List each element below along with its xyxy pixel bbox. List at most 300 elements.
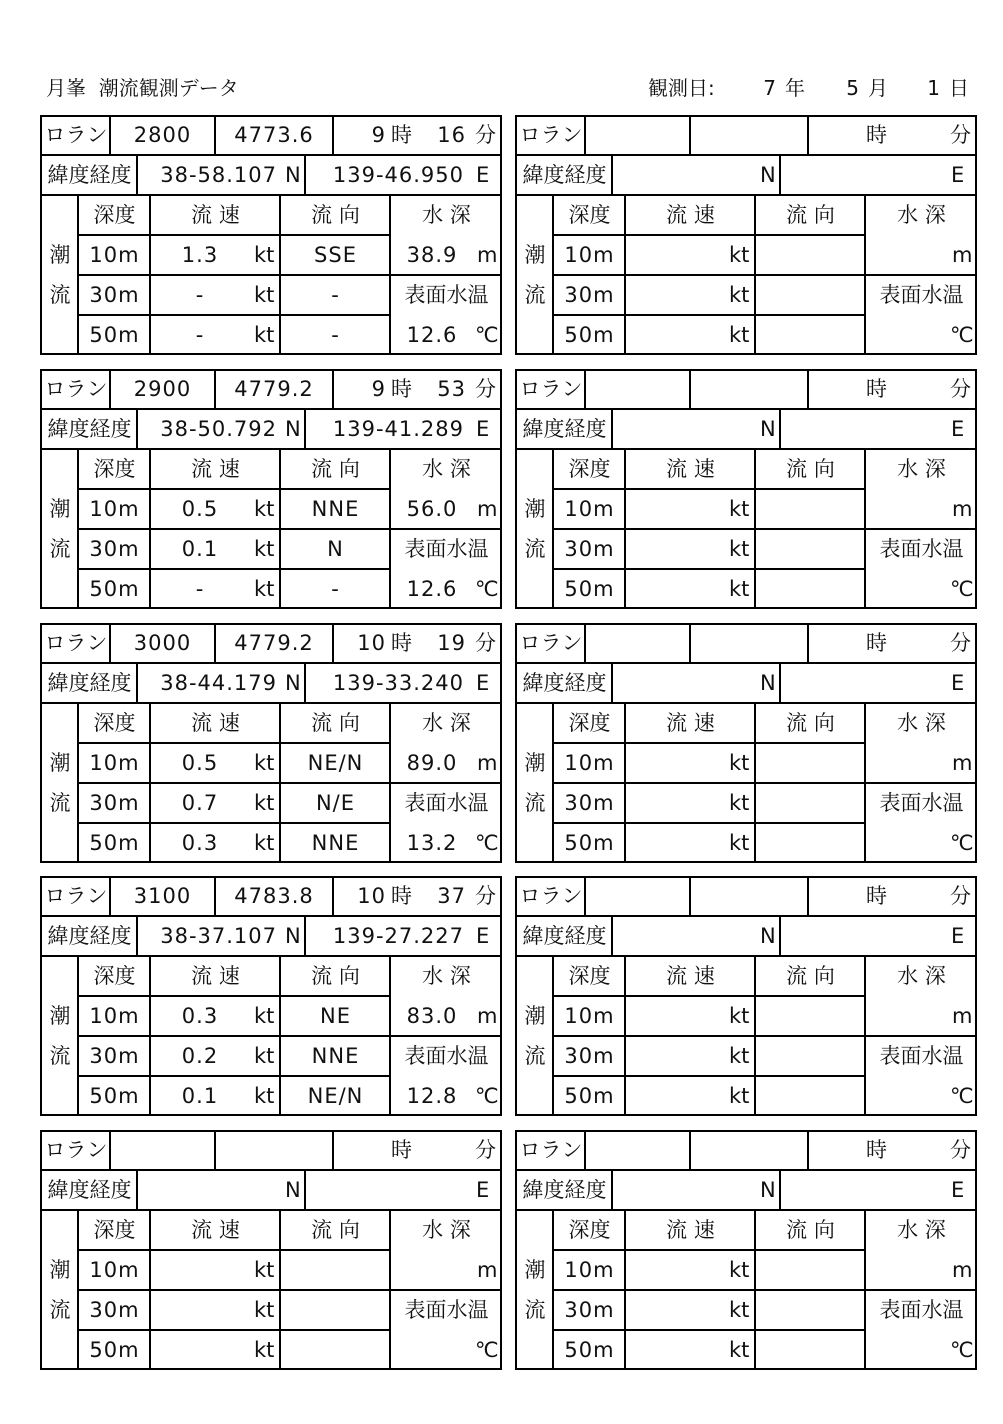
longitude-direction: E	[476, 924, 490, 949]
depth-cell: 50m	[89, 830, 140, 855]
depth-cell: 10m	[564, 750, 615, 775]
loran-reading: 4773.6	[234, 123, 314, 147]
loran-reading	[690, 623, 808, 663]
depth-cell: 10m	[89, 243, 140, 267]
observation-block	[40, 1130, 502, 1370]
depth-cell: 50m	[564, 576, 615, 601]
hour-unit: 時	[391, 884, 412, 909]
observation-block	[515, 876, 977, 1116]
loran-reading	[690, 369, 808, 409]
depth-cell: 30m	[89, 283, 140, 307]
tide-label-char: 流	[524, 1044, 546, 1069]
surface-temp-unit: ℃	[475, 830, 499, 855]
water-depth-value	[866, 235, 948, 275]
surface-temp-value: 12.8	[406, 1084, 458, 1109]
surface-temp-value	[866, 823, 948, 863]
direction-value	[281, 1250, 390, 1290]
hour-value: 10	[357, 630, 386, 655]
loran-reading: 4783.8	[234, 884, 314, 909]
speed-value	[630, 489, 720, 529]
direction-value	[281, 1290, 390, 1330]
depth-cell: 30m	[89, 1298, 140, 1322]
day-value: 1	[927, 76, 940, 100]
observation-block	[515, 1130, 977, 1370]
loran-station-number	[585, 876, 690, 916]
depth-header: 深度	[568, 964, 611, 989]
longitude-direction: E	[476, 1178, 490, 1202]
speed-value	[630, 1036, 720, 1076]
depth-header: 深度	[568, 710, 611, 735]
surface-temp-label: 表面水温	[404, 536, 489, 561]
tide-label-char: 流	[524, 1298, 546, 1322]
latlon-label: 緯度経度	[522, 416, 607, 441]
longitude-direction: E	[476, 670, 490, 695]
direction-value: SSE	[314, 243, 357, 267]
speed-value: 0.2	[181, 1044, 219, 1069]
speed-unit: kt	[729, 790, 750, 815]
depth-cell: 10m	[564, 243, 615, 267]
observation-block	[515, 115, 977, 355]
minute-unit: 分	[950, 630, 971, 655]
surface-temp-value	[866, 1330, 948, 1370]
surface-temp-value	[866, 569, 948, 609]
depth-header: 深度	[93, 203, 136, 227]
observation-grid	[40, 115, 977, 1370]
hour-value	[809, 1130, 861, 1170]
depth-cell: 10m	[564, 496, 615, 521]
speed-unit: kt	[729, 1298, 750, 1322]
speed-unit: kt	[254, 283, 275, 307]
depth-cell: 50m	[564, 830, 615, 855]
speed-header: 流 速	[666, 456, 715, 481]
hour-value: 10	[357, 884, 386, 909]
latitude-value	[614, 663, 752, 703]
minute-value: 19	[437, 630, 466, 655]
speed-unit: kt	[254, 750, 275, 775]
longitude-value	[782, 409, 939, 449]
water-depth-unit: m	[477, 1258, 498, 1282]
surface-temp-unit: ℃	[475, 323, 499, 347]
loran-label: ロラン	[44, 376, 108, 401]
water-depth-header: 水 深	[422, 456, 471, 481]
tide-label-char: 潮	[49, 243, 71, 267]
water-depth-unit: m	[952, 1258, 973, 1282]
speed-unit: kt	[254, 496, 275, 521]
hour-value	[809, 115, 861, 155]
depth-cell: 30m	[564, 1298, 615, 1322]
water-depth-header: 水 深	[897, 203, 946, 227]
longitude-value	[782, 155, 939, 195]
depth-cell: 10m	[89, 496, 140, 521]
speed-unit: kt	[254, 1084, 275, 1109]
surface-temp-value	[866, 1076, 948, 1116]
speed-value: 0.1	[181, 536, 219, 561]
latlon-label: 緯度経度	[522, 670, 607, 695]
depth-cell: 10m	[564, 1258, 615, 1282]
depth-cell: 50m	[564, 1338, 615, 1362]
speed-value	[630, 569, 720, 609]
speed-unit: kt	[729, 830, 750, 855]
minute-unit: 分	[475, 376, 496, 401]
water-depth-header: 水 深	[897, 456, 946, 481]
latitude-direction: N	[760, 670, 776, 695]
hour-unit: 時	[866, 884, 887, 909]
loran-reading: 4779.2	[234, 376, 314, 401]
direction-header: 流 向	[311, 964, 360, 989]
water-depth-value: 38.9	[406, 243, 458, 267]
latitude-value: 38-50.792	[160, 416, 277, 441]
observation-date-label: 観測日:	[648, 76, 715, 100]
loran-station-number: 2800	[133, 123, 192, 147]
loran-reading	[690, 115, 808, 155]
latitude-value	[614, 155, 752, 195]
water-depth-unit: m	[477, 496, 498, 521]
observation-block	[40, 876, 502, 1116]
depth-cell: 50m	[89, 1338, 140, 1362]
latitude-direction: N	[285, 1178, 301, 1202]
depth-cell: 30m	[564, 536, 615, 561]
speed-value: -	[195, 323, 205, 347]
longitude-value	[782, 1170, 939, 1210]
longitude-direction: E	[476, 163, 490, 187]
depth-header: 深度	[93, 964, 136, 989]
direction-header: 流 向	[311, 456, 360, 481]
depth-cell: 10m	[89, 1004, 140, 1029]
surface-temp-unit: ℃	[475, 576, 499, 601]
direction-value	[756, 315, 865, 355]
water-depth-unit: m	[952, 1004, 973, 1029]
loran-reading	[215, 1130, 333, 1170]
speed-value: 1.3	[181, 243, 219, 267]
surface-temp-unit: ℃	[475, 1084, 499, 1109]
speed-value	[630, 529, 720, 569]
depth-cell: 50m	[564, 323, 615, 347]
speed-value	[630, 783, 720, 823]
latlon-label: 緯度経度	[47, 924, 132, 949]
water-depth-value	[866, 996, 948, 1036]
latitude-value	[614, 916, 752, 956]
speed-unit: kt	[254, 1044, 275, 1069]
speed-value	[155, 1290, 245, 1330]
depth-cell: 10m	[564, 1004, 615, 1029]
hour-value: 9	[371, 123, 386, 147]
latitude-value: 38-58.107	[160, 163, 277, 187]
longitude-direction: E	[951, 924, 965, 949]
month-unit: 月	[868, 76, 888, 100]
latitude-direction: N	[760, 416, 776, 441]
direction-value: -	[331, 323, 340, 347]
latitude-direction: N	[760, 163, 776, 187]
day-unit: 日	[949, 76, 969, 100]
water-depth-unit: m	[952, 750, 973, 775]
minute-unit: 分	[950, 123, 971, 147]
minute-value: 53	[437, 376, 466, 401]
latitude-direction: N	[285, 924, 301, 949]
tide-label-char: 潮	[524, 1004, 546, 1029]
surface-temp-label: 表面水温	[404, 790, 489, 815]
direction-header: 流 向	[786, 710, 835, 735]
loran-station-number	[110, 1130, 215, 1170]
surface-temp-value: 13.2	[406, 830, 458, 855]
depth-cell: 50m	[89, 323, 140, 347]
water-depth-header: 水 深	[897, 1218, 946, 1242]
hour-value	[334, 1130, 386, 1170]
depth-header: 深度	[568, 456, 611, 481]
longitude-value	[782, 916, 939, 956]
tide-label-char: 流	[524, 790, 546, 815]
speed-header: 流 速	[191, 203, 240, 227]
latlon-label: 緯度経度	[47, 163, 132, 187]
water-depth-header: 水 深	[897, 964, 946, 989]
speed-unit: kt	[729, 1004, 750, 1029]
direction-value	[756, 743, 865, 783]
latitude-direction: N	[760, 924, 776, 949]
water-depth-unit: m	[477, 1004, 498, 1029]
depth-cell: 30m	[89, 1044, 140, 1069]
speed-value: -	[195, 576, 205, 601]
depth-cell: 10m	[89, 750, 140, 775]
minute-value	[891, 1130, 941, 1170]
depth-cell: 30m	[564, 283, 615, 307]
longitude-direction: E	[476, 416, 490, 441]
latitude-value	[614, 1170, 752, 1210]
loran-station-number: 3000	[133, 630, 192, 655]
speed-value: 0.3	[181, 830, 219, 855]
minute-value	[891, 369, 941, 409]
water-depth-value: 83.0	[406, 1004, 458, 1029]
tide-label-char: 流	[49, 1298, 71, 1322]
water-depth-value: 56.0	[406, 496, 458, 521]
speed-value	[630, 1076, 720, 1116]
longitude-direction: E	[951, 163, 965, 187]
minute-value	[891, 623, 941, 663]
loran-label: ロラン	[44, 123, 108, 147]
direction-header: 流 向	[311, 710, 360, 735]
speed-value	[630, 1290, 720, 1330]
speed-header: 流 速	[666, 203, 715, 227]
longitude-value: 139-41.289	[332, 416, 464, 441]
hour-unit: 時	[391, 1138, 412, 1162]
speed-header: 流 速	[666, 964, 715, 989]
tide-label-char: 流	[49, 790, 71, 815]
tide-label-char: 流	[49, 283, 71, 307]
depth-cell: 10m	[89, 1258, 140, 1282]
speed-value	[630, 823, 720, 863]
longitude-value	[307, 1170, 464, 1210]
water-depth-header: 水 深	[422, 1218, 471, 1242]
water-depth-value	[866, 489, 948, 529]
speed-unit: kt	[729, 1338, 750, 1362]
year-value: 7	[763, 76, 776, 100]
surface-temp-unit: ℃	[950, 576, 974, 601]
hour-unit: 時	[391, 630, 412, 655]
speed-value: 0.5	[181, 496, 219, 521]
hour-unit: 時	[866, 630, 887, 655]
speed-unit: kt	[729, 576, 750, 601]
water-depth-value	[391, 1250, 473, 1290]
loran-label: ロラン	[519, 884, 583, 909]
water-depth-header: 水 深	[422, 964, 471, 989]
direction-header: 流 向	[786, 456, 835, 481]
speed-unit: kt	[254, 323, 275, 347]
speed-unit: kt	[254, 576, 275, 601]
direction-value	[756, 783, 865, 823]
loran-reading	[690, 1130, 808, 1170]
latlon-label: 緯度経度	[47, 670, 132, 695]
direction-value	[756, 823, 865, 863]
loran-label: ロラン	[519, 630, 583, 655]
direction-value: NE/N	[307, 1084, 364, 1109]
hour-value	[809, 369, 861, 409]
depth-cell: 50m	[89, 1084, 140, 1109]
loran-reading: 4779.2	[234, 630, 314, 655]
direction-value	[756, 1290, 865, 1330]
latlon-label: 緯度経度	[47, 1178, 132, 1202]
loran-label: ロラン	[519, 376, 583, 401]
tide-label-char: 流	[49, 536, 71, 561]
surface-temp-label: 表面水温	[404, 1044, 489, 1069]
direction-header: 流 向	[786, 203, 835, 227]
direction-value	[756, 1036, 865, 1076]
speed-unit: kt	[254, 243, 275, 267]
surface-temp-label: 表面水温	[879, 1298, 964, 1322]
minute-unit: 分	[950, 1138, 971, 1162]
surface-temp-label: 表面水温	[404, 1298, 489, 1322]
water-depth-value	[866, 1250, 948, 1290]
depth-cell: 30m	[89, 790, 140, 815]
surface-temp-unit: ℃	[950, 1084, 974, 1109]
year-unit: 年	[785, 76, 805, 100]
observation-block	[515, 623, 977, 863]
surface-temp-value	[866, 315, 948, 355]
latlon-label: 緯度経度	[522, 163, 607, 187]
direction-header: 流 向	[786, 964, 835, 989]
direction-value: NNE	[311, 496, 360, 521]
depth-header: 深度	[93, 456, 136, 481]
speed-unit: kt	[729, 243, 750, 267]
direction-header: 流 向	[311, 1218, 360, 1242]
speed-unit: kt	[729, 536, 750, 561]
direction-value: N	[327, 536, 344, 561]
latitude-direction: N	[760, 1178, 776, 1202]
longitude-value	[782, 663, 939, 703]
depth-cell: 50m	[89, 576, 140, 601]
speed-unit: kt	[729, 750, 750, 775]
observation-block	[40, 369, 502, 609]
water-depth-value: 89.0	[406, 750, 458, 775]
minute-unit: 分	[950, 884, 971, 909]
speed-unit: kt	[254, 790, 275, 815]
speed-value: -	[195, 283, 205, 307]
hour-unit: 時	[391, 376, 412, 401]
loran-station-number	[585, 1130, 690, 1170]
longitude-direction: E	[951, 416, 965, 441]
direction-value	[756, 1076, 865, 1116]
speed-value	[630, 996, 720, 1036]
minute-unit: 分	[950, 376, 971, 401]
direction-value: -	[331, 283, 340, 307]
speed-unit: kt	[729, 1084, 750, 1109]
minute-value: 37	[437, 884, 466, 909]
latlon-label: 緯度経度	[522, 1178, 607, 1202]
minute-value	[891, 115, 941, 155]
surface-temp-unit: ℃	[475, 1338, 499, 1362]
water-depth-unit: m	[952, 496, 973, 521]
surface-temp-label: 表面水温	[879, 1044, 964, 1069]
water-depth-header: 水 深	[422, 203, 471, 227]
observation-block	[40, 623, 502, 863]
speed-value: 0.5	[181, 750, 219, 775]
loran-label: ロラン	[44, 1138, 108, 1162]
water-depth-unit: m	[477, 750, 498, 775]
hour-unit: 時	[866, 376, 887, 401]
speed-unit: kt	[254, 536, 275, 561]
tide-label-char: 流	[49, 1044, 71, 1069]
latitude-value: 38-37.107	[160, 924, 277, 949]
loran-label: ロラン	[519, 1138, 583, 1162]
direction-value	[756, 569, 865, 609]
longitude-value: 139-27.227	[332, 924, 464, 949]
longitude-value: 139-33.240	[332, 670, 464, 695]
depth-cell: 30m	[564, 790, 615, 815]
surface-temp-label: 表面水温	[879, 283, 964, 307]
surface-temp-value: 12.6	[406, 323, 458, 347]
surface-temp-label: 表面水温	[404, 283, 489, 307]
latitude-direction: N	[285, 670, 301, 695]
direction-value	[756, 489, 865, 529]
depth-cell: 50m	[564, 1084, 615, 1109]
tide-label-char: 潮	[49, 496, 71, 521]
depth-header: 深度	[93, 1218, 136, 1242]
tide-label-char: 潮	[524, 750, 546, 775]
speed-value	[630, 235, 720, 275]
speed-header: 流 速	[191, 964, 240, 989]
speed-unit: kt	[254, 1298, 275, 1322]
tide-label-char: 流	[524, 283, 546, 307]
speed-unit: kt	[729, 283, 750, 307]
speed-value: 0.1	[181, 1084, 219, 1109]
minute-unit: 分	[475, 630, 496, 655]
speed-unit: kt	[254, 830, 275, 855]
page-title: 月峯 潮流観測データ	[46, 76, 239, 100]
minute-unit: 分	[475, 1138, 496, 1162]
depth-header: 深度	[93, 710, 136, 735]
surface-temp-unit: ℃	[950, 1338, 974, 1362]
longitude-direction: E	[951, 1178, 965, 1202]
month-value: 5	[846, 76, 859, 100]
loran-station-number: 2900	[133, 376, 192, 401]
direction-header: 流 向	[311, 203, 360, 227]
loran-station-number	[585, 115, 690, 155]
loran-station-number	[585, 369, 690, 409]
latlon-label: 緯度経度	[522, 924, 607, 949]
speed-header: 流 速	[191, 456, 240, 481]
direction-header: 流 向	[786, 1218, 835, 1242]
hour-unit: 時	[866, 123, 887, 147]
latitude-value: 38-44.179	[160, 670, 277, 695]
minute-value	[891, 876, 941, 916]
water-depth-unit: m	[477, 243, 498, 267]
speed-value	[630, 1250, 720, 1290]
tide-label-char: 潮	[49, 1004, 71, 1029]
surface-temp-label: 表面水温	[879, 536, 964, 561]
speed-value	[630, 315, 720, 355]
minute-unit: 分	[475, 884, 496, 909]
minute-value	[416, 1130, 466, 1170]
loran-label: ロラン	[44, 630, 108, 655]
speed-value	[630, 743, 720, 783]
direction-value	[756, 529, 865, 569]
